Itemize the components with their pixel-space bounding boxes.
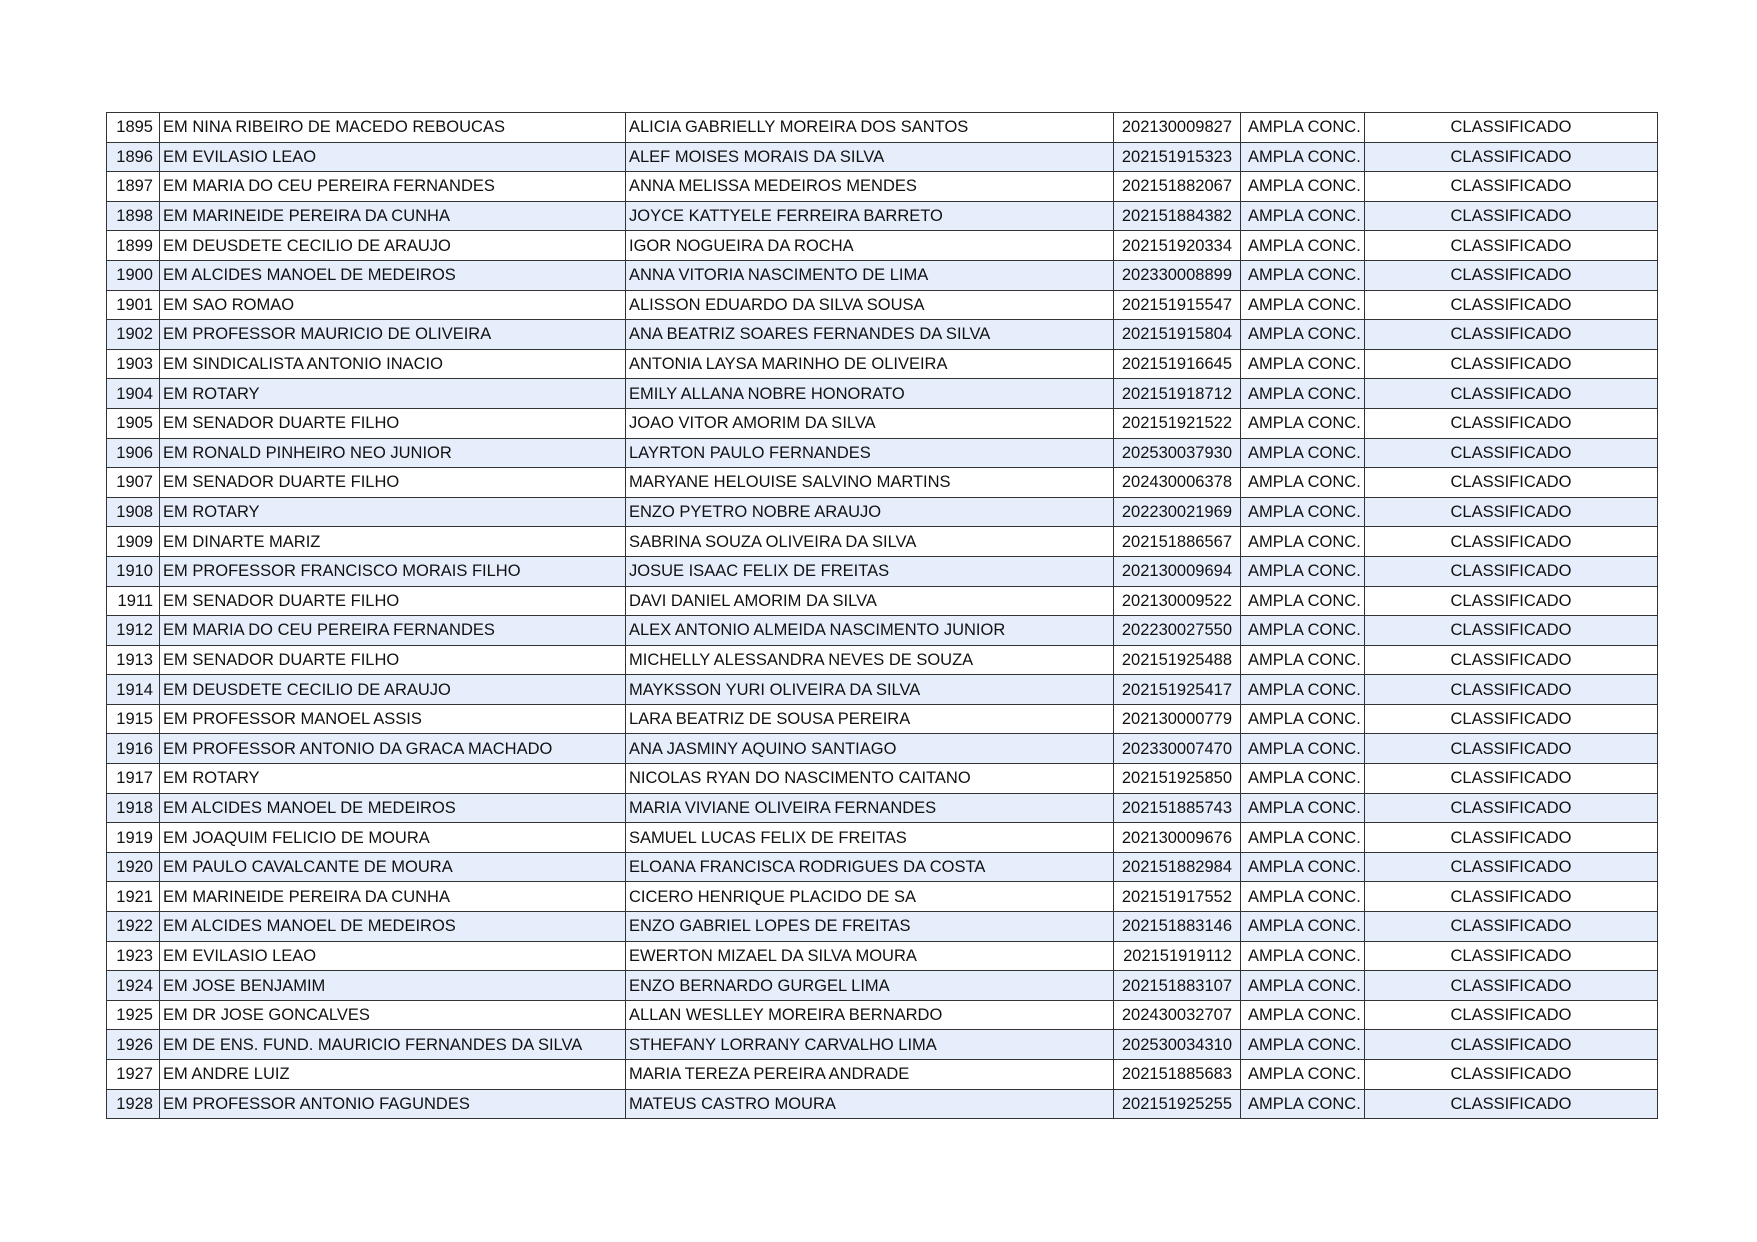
quota-category: AMPLA CONC. xyxy=(1241,468,1365,498)
status-label: CLASSIFICADO xyxy=(1365,882,1658,912)
row-number: 1905 xyxy=(107,408,160,438)
status-label: CLASSIFICADO xyxy=(1365,260,1658,290)
status-label: CLASSIFICADO xyxy=(1365,764,1658,794)
student-name: IGOR NOGUEIRA DA ROCHA xyxy=(626,231,1114,261)
row-number: 1903 xyxy=(107,349,160,379)
student-name: SABRINA SOUZA OLIVEIRA DA SILVA xyxy=(626,527,1114,557)
school-name: EM PAULO CAVALCANTE DE MOURA xyxy=(160,852,626,882)
table-row xyxy=(107,172,1658,202)
row-number: 1897 xyxy=(107,172,160,202)
student-name: ELOANA FRANCISCA RODRIGUES DA COSTA xyxy=(626,852,1114,882)
student-name: ANNA VITORIA NASCIMENTO DE LIMA xyxy=(626,260,1114,290)
status-label: CLASSIFICADO xyxy=(1365,912,1658,942)
school-name: EM MARIA DO CEU PEREIRA FERNANDES xyxy=(160,616,626,646)
row-number: 1909 xyxy=(107,527,160,557)
status-label: CLASSIFICADO xyxy=(1365,497,1658,527)
school-name: EM EVILASIO LEAO xyxy=(160,142,626,172)
student-name: EWERTON MIZAEL DA SILVA MOURA xyxy=(626,941,1114,971)
quota-category: AMPLA CONC. xyxy=(1241,438,1365,468)
registration-code: 202151885683 xyxy=(1114,1060,1241,1090)
table-row xyxy=(107,675,1658,705)
status-label: CLASSIFICADO xyxy=(1365,290,1658,320)
student-name: ALICIA GABRIELLY MOREIRA DOS SANTOS xyxy=(626,113,1114,143)
student-name: JOAO VITOR AMORIM DA SILVA xyxy=(626,408,1114,438)
quota-category: AMPLA CONC. xyxy=(1241,201,1365,231)
school-name: EM EVILASIO LEAO xyxy=(160,941,626,971)
registration-code: 202151882067 xyxy=(1114,172,1241,202)
row-number: 1927 xyxy=(107,1060,160,1090)
table-row xyxy=(107,912,1658,942)
quota-category: AMPLA CONC. xyxy=(1241,231,1365,261)
student-name: MARIA VIVIANE OLIVEIRA FERNANDES xyxy=(626,793,1114,823)
school-name: EM SAO ROMAO xyxy=(160,290,626,320)
table-row xyxy=(107,1030,1658,1060)
row-number: 1924 xyxy=(107,971,160,1001)
table-row xyxy=(107,823,1658,853)
school-name: EM SENADOR DUARTE FILHO xyxy=(160,408,626,438)
registration-code: 202151885743 xyxy=(1114,793,1241,823)
registration-code: 202130000779 xyxy=(1114,704,1241,734)
table-row xyxy=(107,142,1658,172)
school-name: EM ROTARY xyxy=(160,497,626,527)
school-name: EM MARINEIDE PEREIRA DA CUNHA xyxy=(160,882,626,912)
quota-category: AMPLA CONC. xyxy=(1241,290,1365,320)
student-name: DAVI DANIEL AMORIM DA SILVA xyxy=(626,586,1114,616)
row-number: 1918 xyxy=(107,793,160,823)
status-label: CLASSIFICADO xyxy=(1365,556,1658,586)
student-name: SAMUEL LUCAS FELIX DE FREITAS xyxy=(626,823,1114,853)
student-name: MAYKSSON YURI OLIVEIRA DA SILVA xyxy=(626,675,1114,705)
table-row xyxy=(107,290,1658,320)
quota-category: AMPLA CONC. xyxy=(1241,497,1365,527)
registration-code: 202230027550 xyxy=(1114,616,1241,646)
row-number: 1913 xyxy=(107,645,160,675)
registration-code: 202530034310 xyxy=(1114,1030,1241,1060)
student-name: ALLAN WESLLEY MOREIRA BERNARDO xyxy=(626,1000,1114,1030)
school-name: EM SENADOR DUARTE FILHO xyxy=(160,645,626,675)
registration-code: 202330007470 xyxy=(1114,734,1241,764)
registration-code: 202151925488 xyxy=(1114,645,1241,675)
table-row xyxy=(107,438,1658,468)
student-name: ALISSON EDUARDO DA SILVA SOUSA xyxy=(626,290,1114,320)
student-name: ALEF MOISES MORAIS DA SILVA xyxy=(626,142,1114,172)
status-label: CLASSIFICADO xyxy=(1365,468,1658,498)
row-number: 1902 xyxy=(107,320,160,350)
row-number: 1904 xyxy=(107,379,160,409)
row-number: 1915 xyxy=(107,704,160,734)
registration-code: 202151925255 xyxy=(1114,1089,1241,1119)
status-label: CLASSIFICADO xyxy=(1365,349,1658,379)
table-row xyxy=(107,734,1658,764)
row-number: 1899 xyxy=(107,231,160,261)
status-label: CLASSIFICADO xyxy=(1365,142,1658,172)
school-name: EM MARIA DO CEU PEREIRA FERNANDES xyxy=(160,172,626,202)
row-number: 1917 xyxy=(107,764,160,794)
registration-code: 202151919112 xyxy=(1114,941,1241,971)
registration-code: 202330008899 xyxy=(1114,260,1241,290)
status-label: CLASSIFICADO xyxy=(1365,113,1658,143)
student-name: CICERO HENRIQUE PLACIDO DE SA xyxy=(626,882,1114,912)
student-name: MARIA TEREZA PEREIRA ANDRADE xyxy=(626,1060,1114,1090)
table-row xyxy=(107,113,1658,143)
school-name: EM DE ENS. FUND. MAURICIO FERNANDES DA SILVA xyxy=(160,1030,626,1060)
table-row xyxy=(107,793,1658,823)
school-name: EM DEUSDETE CECILIO DE ARAUJO xyxy=(160,675,626,705)
row-number: 1900 xyxy=(107,260,160,290)
row-number: 1906 xyxy=(107,438,160,468)
status-label: CLASSIFICADO xyxy=(1365,379,1658,409)
status-label: CLASSIFICADO xyxy=(1365,201,1658,231)
student-name: MARYANE HELOUISE SALVINO MARTINS xyxy=(626,468,1114,498)
school-name: EM ALCIDES MANOEL DE MEDEIROS xyxy=(160,260,626,290)
table-row xyxy=(107,882,1658,912)
row-number: 1926 xyxy=(107,1030,160,1060)
student-name: JOSUE ISAAC FELIX DE FREITAS xyxy=(626,556,1114,586)
quota-category: AMPLA CONC. xyxy=(1241,852,1365,882)
quota-category: AMPLA CONC. xyxy=(1241,675,1365,705)
row-number: 1922 xyxy=(107,912,160,942)
status-label: CLASSIFICADO xyxy=(1365,941,1658,971)
quota-category: AMPLA CONC. xyxy=(1241,941,1365,971)
student-name: ENZO PYETRO NOBRE ARAUJO xyxy=(626,497,1114,527)
status-label: CLASSIFICADO xyxy=(1365,320,1658,350)
row-number: 1921 xyxy=(107,882,160,912)
quota-category: AMPLA CONC. xyxy=(1241,379,1365,409)
table-row xyxy=(107,1060,1658,1090)
quota-category: AMPLA CONC. xyxy=(1241,408,1365,438)
row-number: 1920 xyxy=(107,852,160,882)
table-row xyxy=(107,527,1658,557)
school-name: EM SENADOR DUARTE FILHO xyxy=(160,468,626,498)
status-label: CLASSIFICADO xyxy=(1365,1089,1658,1119)
registration-code: 202151920334 xyxy=(1114,231,1241,261)
table-row xyxy=(107,379,1658,409)
row-number: 1898 xyxy=(107,201,160,231)
quota-category: AMPLA CONC. xyxy=(1241,882,1365,912)
quota-category: AMPLA CONC. xyxy=(1241,172,1365,202)
school-name: EM PROFESSOR MANOEL ASSIS xyxy=(160,704,626,734)
student-name: MATEUS CASTRO MOURA xyxy=(626,1089,1114,1119)
school-name: EM DR JOSE GONCALVES xyxy=(160,1000,626,1030)
student-name: ANA BEATRIZ SOARES FERNANDES DA SILVA xyxy=(626,320,1114,350)
status-label: CLASSIFICADO xyxy=(1365,527,1658,557)
school-name: EM PROFESSOR FRANCISCO MORAIS FILHO xyxy=(160,556,626,586)
status-label: CLASSIFICADO xyxy=(1365,1000,1658,1030)
table-row xyxy=(107,616,1658,646)
school-name: EM SENADOR DUARTE FILHO xyxy=(160,586,626,616)
registration-code: 202151925850 xyxy=(1114,764,1241,794)
school-name: EM PROFESSOR MAURICIO DE OLIVEIRA xyxy=(160,320,626,350)
quota-category: AMPLA CONC. xyxy=(1241,764,1365,794)
status-label: CLASSIFICADO xyxy=(1365,675,1658,705)
results-table xyxy=(106,112,1658,1119)
registration-code: 202130009827 xyxy=(1114,113,1241,143)
table-row xyxy=(107,201,1658,231)
status-label: CLASSIFICADO xyxy=(1365,645,1658,675)
row-number: 1908 xyxy=(107,497,160,527)
registration-code: 202151921522 xyxy=(1114,408,1241,438)
row-number: 1901 xyxy=(107,290,160,320)
registration-code: 202151918712 xyxy=(1114,379,1241,409)
quota-category: AMPLA CONC. xyxy=(1241,142,1365,172)
school-name: EM JOAQUIM FELICIO DE MOURA xyxy=(160,823,626,853)
table-row xyxy=(107,764,1658,794)
registration-code: 202151925417 xyxy=(1114,675,1241,705)
row-number: 1919 xyxy=(107,823,160,853)
status-label: CLASSIFICADO xyxy=(1365,172,1658,202)
status-label: CLASSIFICADO xyxy=(1365,408,1658,438)
registration-code: 202230021969 xyxy=(1114,497,1241,527)
school-name: EM MARINEIDE PEREIRA DA CUNHA xyxy=(160,201,626,231)
status-label: CLASSIFICADO xyxy=(1365,586,1658,616)
table-row xyxy=(107,852,1658,882)
student-name: NICOLAS RYAN DO NASCIMENTO CAITANO xyxy=(626,764,1114,794)
table-row xyxy=(107,971,1658,1001)
registration-code: 202430032707 xyxy=(1114,1000,1241,1030)
student-name: LARA BEATRIZ DE SOUSA PEREIRA xyxy=(626,704,1114,734)
status-label: CLASSIFICADO xyxy=(1365,1030,1658,1060)
school-name: EM ROTARY xyxy=(160,379,626,409)
registration-code: 202151883107 xyxy=(1114,971,1241,1001)
table-row xyxy=(107,556,1658,586)
registration-code: 202130009676 xyxy=(1114,823,1241,853)
student-name: ANNA MELISSA MEDEIROS MENDES xyxy=(626,172,1114,202)
row-number: 1912 xyxy=(107,616,160,646)
row-number: 1907 xyxy=(107,468,160,498)
school-name: EM ALCIDES MANOEL DE MEDEIROS xyxy=(160,912,626,942)
quota-category: AMPLA CONC. xyxy=(1241,320,1365,350)
row-number: 1916 xyxy=(107,734,160,764)
table-row xyxy=(107,320,1658,350)
registration-code: 202151916645 xyxy=(1114,349,1241,379)
row-number: 1911 xyxy=(107,586,160,616)
status-label: CLASSIFICADO xyxy=(1365,438,1658,468)
student-name: LAYRTON PAULO FERNANDES xyxy=(626,438,1114,468)
registration-code: 202130009522 xyxy=(1114,586,1241,616)
quota-category: AMPLA CONC. xyxy=(1241,971,1365,1001)
quota-category: AMPLA CONC. xyxy=(1241,260,1365,290)
registration-code: 202151915804 xyxy=(1114,320,1241,350)
registration-code: 202130009694 xyxy=(1114,556,1241,586)
quota-category: AMPLA CONC. xyxy=(1241,527,1365,557)
row-number: 1925 xyxy=(107,1000,160,1030)
table-row xyxy=(107,1089,1658,1119)
school-name: EM SINDICALISTA ANTONIO INACIO xyxy=(160,349,626,379)
table-row xyxy=(107,704,1658,734)
quota-category: AMPLA CONC. xyxy=(1241,113,1365,143)
registration-code: 202151915547 xyxy=(1114,290,1241,320)
row-number: 1923 xyxy=(107,941,160,971)
status-label: CLASSIFICADO xyxy=(1365,616,1658,646)
school-name: EM DINARTE MARIZ xyxy=(160,527,626,557)
row-number: 1910 xyxy=(107,556,160,586)
school-name: EM PROFESSOR ANTONIO DA GRACA MACHADO xyxy=(160,734,626,764)
table-row xyxy=(107,408,1658,438)
status-label: CLASSIFICADO xyxy=(1365,971,1658,1001)
status-label: CLASSIFICADO xyxy=(1365,231,1658,261)
student-name: ANA JASMINY AQUINO SANTIAGO xyxy=(626,734,1114,764)
status-label: CLASSIFICADO xyxy=(1365,704,1658,734)
student-name: ANTONIA LAYSA MARINHO DE OLIVEIRA xyxy=(626,349,1114,379)
quota-category: AMPLA CONC. xyxy=(1241,704,1365,734)
school-name: EM JOSE BENJAMIM xyxy=(160,971,626,1001)
status-label: CLASSIFICADO xyxy=(1365,734,1658,764)
school-name: EM ROTARY xyxy=(160,764,626,794)
table-row xyxy=(107,941,1658,971)
registration-code: 202151884382 xyxy=(1114,201,1241,231)
student-name: MICHELLY ALESSANDRA NEVES DE SOUZA xyxy=(626,645,1114,675)
table-row xyxy=(107,586,1658,616)
table-row xyxy=(107,1000,1658,1030)
table-row xyxy=(107,349,1658,379)
school-name: EM DEUSDETE CECILIO DE ARAUJO xyxy=(160,231,626,261)
registration-code: 202151882984 xyxy=(1114,852,1241,882)
registration-code: 202530037930 xyxy=(1114,438,1241,468)
results-sheet xyxy=(106,112,1658,1119)
quota-category: AMPLA CONC. xyxy=(1241,1000,1365,1030)
registration-code: 202151915323 xyxy=(1114,142,1241,172)
student-name: ENZO BERNARDO GURGEL LIMA xyxy=(626,971,1114,1001)
row-number: 1928 xyxy=(107,1089,160,1119)
status-label: CLASSIFICADO xyxy=(1365,1060,1658,1090)
quota-category: AMPLA CONC. xyxy=(1241,616,1365,646)
table-row xyxy=(107,260,1658,290)
quota-category: AMPLA CONC. xyxy=(1241,586,1365,616)
registration-code: 202151883146 xyxy=(1114,912,1241,942)
quota-category: AMPLA CONC. xyxy=(1241,645,1365,675)
quota-category: AMPLA CONC. xyxy=(1241,734,1365,764)
quota-category: AMPLA CONC. xyxy=(1241,1030,1365,1060)
school-name: EM ALCIDES MANOEL DE MEDEIROS xyxy=(160,793,626,823)
table-row xyxy=(107,497,1658,527)
registration-code: 202430006378 xyxy=(1114,468,1241,498)
row-number: 1914 xyxy=(107,675,160,705)
quota-category: AMPLA CONC. xyxy=(1241,349,1365,379)
table-row xyxy=(107,231,1658,261)
school-name: EM ANDRE LUIZ xyxy=(160,1060,626,1090)
quota-category: AMPLA CONC. xyxy=(1241,823,1365,853)
student-name: EMILY ALLANA NOBRE HONORATO xyxy=(626,379,1114,409)
quota-category: AMPLA CONC. xyxy=(1241,556,1365,586)
registration-code: 202151886567 xyxy=(1114,527,1241,557)
student-name: ALEX ANTONIO ALMEIDA NASCIMENTO JUNIOR xyxy=(626,616,1114,646)
student-name: JOYCE KATTYELE FERREIRA BARRETO xyxy=(626,201,1114,231)
registration-code: 202151917552 xyxy=(1114,882,1241,912)
status-label: CLASSIFICADO xyxy=(1365,793,1658,823)
results-table-body xyxy=(107,113,1658,1119)
row-number: 1895 xyxy=(107,113,160,143)
quota-category: AMPLA CONC. xyxy=(1241,1089,1365,1119)
row-number: 1896 xyxy=(107,142,160,172)
status-label: CLASSIFICADO xyxy=(1365,852,1658,882)
quota-category: AMPLA CONC. xyxy=(1241,793,1365,823)
student-name: STHEFANY LORRANY CARVALHO LIMA xyxy=(626,1030,1114,1060)
status-label: CLASSIFICADO xyxy=(1365,823,1658,853)
school-name: EM RONALD PINHEIRO NEO JUNIOR xyxy=(160,438,626,468)
quota-category: AMPLA CONC. xyxy=(1241,912,1365,942)
student-name: ENZO GABRIEL LOPES DE FREITAS xyxy=(626,912,1114,942)
table-row xyxy=(107,468,1658,498)
quota-category: AMPLA CONC. xyxy=(1241,1060,1365,1090)
table-row xyxy=(107,645,1658,675)
school-name: EM PROFESSOR ANTONIO FAGUNDES xyxy=(160,1089,626,1119)
school-name: EM NINA RIBEIRO DE MACEDO REBOUCAS xyxy=(160,113,626,143)
